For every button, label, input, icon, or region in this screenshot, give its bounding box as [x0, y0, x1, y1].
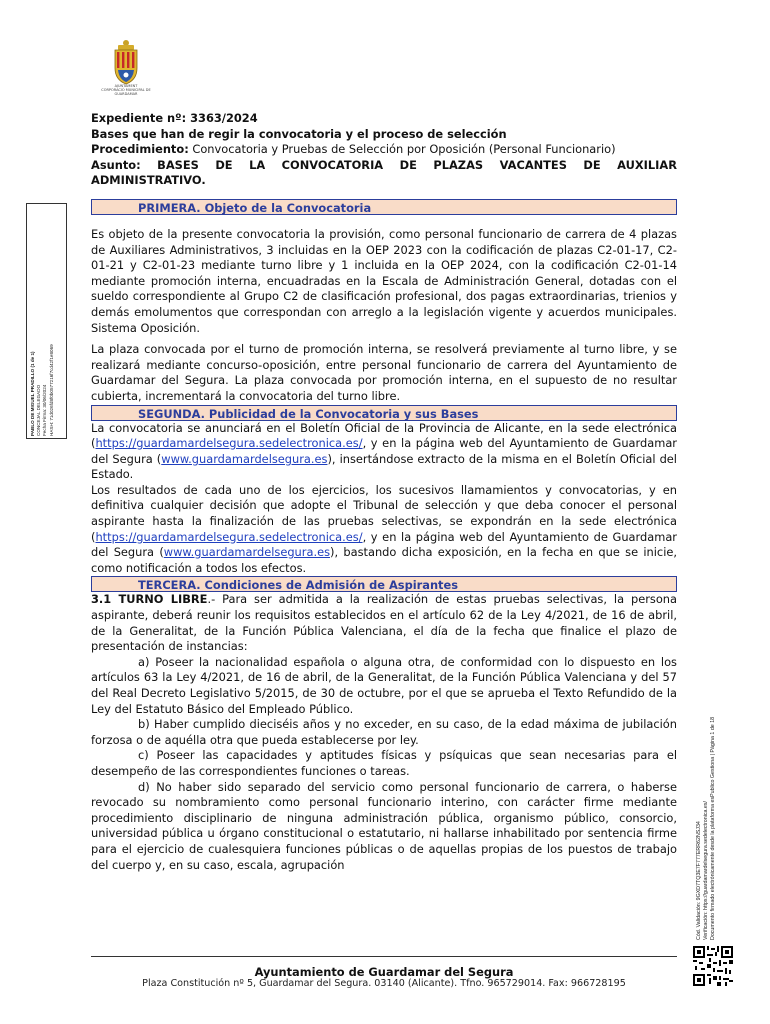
validation-strip	[696, 610, 717, 940]
footer-title: Ayuntamiento de Guardamar del Segura	[254, 965, 514, 979]
crest-caption: AJUNTAMENT CORPORACIÓ MUNICIPAL DE GUARDAMAR	[101, 84, 151, 96]
requirement-b: b) Haber cumplido dieciséis años y no exceder, en su caso, de la edad máxima de jubilación forzosa o de aquélla otra que pueda establecerse por ley.	[91, 717, 677, 747]
web-link[interactable]: www.guardamardelsegura.es	[161, 451, 328, 466]
section-title-segunda: SEGUNDA. Publicidad de la Convocatoria y sus Bases	[91, 405, 677, 421]
signature-hash: HASH: 71d026fd8f0b0577216f7cd42f1e8069	[48, 344, 54, 436]
validation-url: Verificación: https://guardamardelsegura.sedelectronica.es/	[703, 801, 709, 940]
document-header	[91, 111, 677, 189]
bases-title: Bases que han de regir la convocatoria y el proceso de selección	[91, 126, 507, 141]
validation-code: Cód. Validación: 9GXD7TQ3E7F777ERR62NSJ34	[696, 821, 702, 940]
validation-platform: Documento firmado electrónicamente desde la plataforma esPublico Gestiona | Página 1 de 18	[710, 716, 716, 940]
segunda-paragraph-2: Los resultados de cada uno de los ejercicios, los sucesivos llamamientos y convocatorias, y en definitiva cualquier decisión que adopte el Tribunal de selección y que deba conocer el personal aspirante hasta la finalización de las pruebas selectivas, se expondrán en la sede electrónica (https://guardamardelsegura.sedelectronica.es/, y en la página web del Ayuntamiento de Guardamar del Segura (www.guardamardelsegura.es), bastando dicha exposición, en la fecha en que se inicie, como notificación a todos los efectos.	[91, 482, 677, 575]
expediente-number: Expediente nº: 3363/2024	[91, 111, 258, 125]
footer-address: Plaza Constitución nº 5, Guardamar del Segura. 03140 (Alicante). Tfno. 965729014. Fax: 966728195	[142, 978, 626, 989]
qr-code	[693, 946, 733, 986]
signer-name: PABLO DE MIGUEL PRADILLO (1 de 1)	[30, 351, 35, 436]
web-link[interactable]: www.guardamardelsegura.es	[163, 545, 331, 560]
requirement-d: d) No haber sido separado del servicio como personal funcionario de carrera, o haberse revocado su nombramiento como personal funcionario interino, con carácter firme mediante procedimiento disciplinario de ninguna administración pública, organismo público, consorcio, universidad pública u órgano constitucional o estatutario, ni hallarse inhabilitado por sentencia firme para el ejercicio de cualesquiera funciones públicas o de aquellas propias de los puestos de trabajo del cuerpo y, en su caso, escala, agrupación	[91, 779, 677, 872]
signature-stamp	[30, 206, 55, 436]
primera-paragraph-1: Es objeto de la presente convocatoria la provisión, como personal funcionario de carrera de 4 plazas de Auxiliares Administrativos, 3 incluidas en la OEP 2023 con la codificación de plazas C2-01-17, C2-01-21 y C2-01-23 mediante turno libre y 1 incluida en la OEP 2024, con la codificación C2-01-14 mediante promoción interna, encuadradas en la Escala de Administración General, dotadas con el sueldo correspondiente al Grupo C2 de clasificación profesional, dos pagas extraordinarias, trienios y demás emolumentos que correspondan con arreglo a la legislación vigente y acuerdos municipales. Sistema Oposición.	[91, 226, 677, 335]
footer-divider	[91, 956, 677, 957]
segunda-paragraph-1: La convocatoria se anunciará en el Boletín Oficial de la Provincia de Alicante, en la sede electrónica (https://guardamardelsegura.sedelectronica.es/, y en la página web del Ayuntamiento de Guardamar del Segura (www.guardamardelsegura.es), insertándose extracto de la misma en el Boletín Oficial del Estado.	[91, 420, 677, 482]
turno-libre-paragraph: 3.1 TURNO LIBRE.- Para ser admitida a la realización de estas pruebas selectivas, la persona aspirante, deberá reunir los requisitos establecidos en el artículo 62 de la Ley 4/2021, de 16 de abril, de la Generalitat, de la Función Pública Valenciana, el día de la fecha que finalice el plazo de presentación de instancias:	[91, 592, 677, 654]
section-title-tercera: TERCERA. Condiciones de Admisión de Aspirantes	[91, 576, 677, 592]
primera-paragraph-2: La plaza convocada por el turno de promoción interna, se resolverá previamente al turno libre, y se realizará mediante concurso-oposición, entre personal funcionario de carrera del Ayuntamiento de Guardamar del Segura. La plaza convocada por promoción interna, en el supuesto de no resultar cubierta, incrementará la convocatoria del turno libre.	[91, 342, 677, 403]
sede-electronica-link[interactable]: https://guardamardelsegura.sedelectronica.es/	[95, 529, 363, 544]
document-body	[91, 111, 677, 873]
sede-electronica-link[interactable]: https://guardamardelsegura.sedelectronica.es/	[95, 436, 363, 451]
requirement-a: a) Poseer la nacionalidad española o alguna otra, de conformidad con lo dispuesto en los artículos 63 la Ley 4/2021, de 16 de abril, de la Generalitat, de la Función Pública Valenciana y del 57 del Real Decreto Legislativo 5/2015, de 30 de octubre, por el que se aprueba el Texto Refundido de la Ley del Estatuto Básico del Empleado Público.	[91, 654, 677, 716]
signature-date: Fecha Firma: 30/06/2024	[42, 384, 48, 436]
section-title-primera: PRIMERA. Objeto de la Convocatoria	[91, 199, 677, 215]
requirement-c: c) Poseer las capacidades y aptitudes físicas y psíquicas que sean necesarias para el desempeño de las correspondientes funciones o tareas.	[91, 748, 677, 778]
asunto: Asunto: BASES DE LA CONVOCATORIA DE PLAZAS VACANTES DE AUXILIAR ADMINISTRATIVO.	[91, 157, 677, 188]
signer-role: CONCEJAL DELEGADO	[36, 384, 42, 436]
procedimiento: Procedimiento: Convocatoria y Pruebas de Selección por Oposición (Personal Funcionario)	[91, 142, 616, 157]
